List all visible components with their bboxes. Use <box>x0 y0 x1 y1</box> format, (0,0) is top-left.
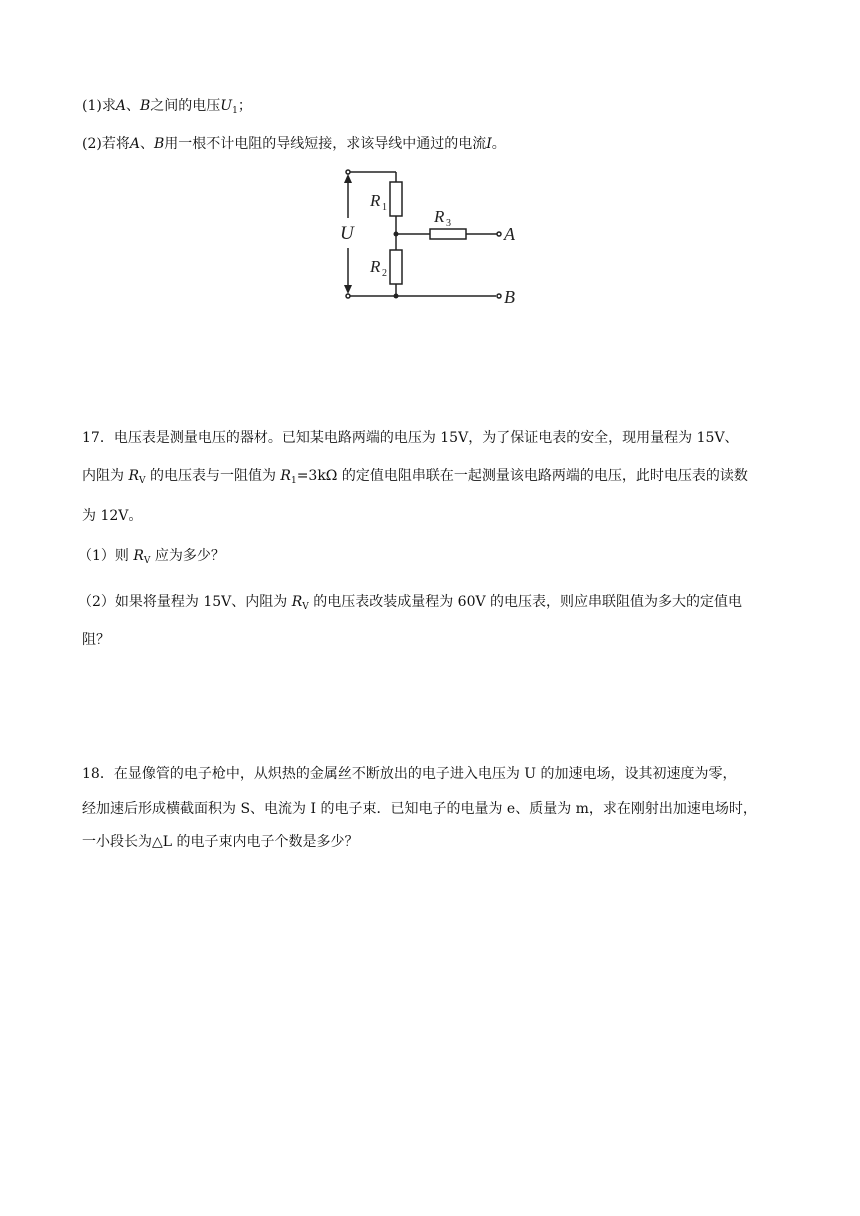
subscript: V <box>143 556 151 566</box>
junction-node <box>394 232 399 237</box>
q17-line3: 为 12V。 <box>82 508 143 524</box>
text: 内阻为 <box>82 468 129 484</box>
circuit-diagram <box>320 164 550 314</box>
resistor-r2 <box>390 250 402 284</box>
q18-line1: 18．在显像管的电子枪中，从炽热的金属丝不断放出的电子进入电压为 U 的加速电场，设其初速度为零， <box>82 766 737 782</box>
text: 。 <box>491 136 506 152</box>
text: (1)求 <box>82 98 116 114</box>
label-r1: R <box>370 191 381 210</box>
text: 、 <box>139 136 154 152</box>
var-b: B <box>153 136 165 152</box>
var-r: R <box>128 468 139 484</box>
subscript: 1 <box>290 476 297 486</box>
label-r2: R <box>370 257 381 276</box>
text: 之间的电压 <box>150 98 221 114</box>
arrowhead-up <box>344 174 352 183</box>
var-b: B <box>139 98 151 114</box>
resistor-r1 <box>390 182 402 216</box>
text: (2)若将 <box>82 136 130 152</box>
text: ； <box>237 98 252 114</box>
text: （1）则 <box>78 548 134 564</box>
subscript: V <box>302 602 309 612</box>
q16-part2 <box>82 134 506 154</box>
q18-line2: 经加速后形成横截面积为 S、电流为 I 的电子束．已知电子的电量为 e、质量为 m，求在刚射出加速电场时， <box>82 801 757 817</box>
q16-part1 <box>82 96 252 121</box>
var-a: A <box>129 136 140 152</box>
arrowhead-down <box>344 285 352 294</box>
junction-node <box>394 294 399 299</box>
resistor-r3 <box>430 229 466 239</box>
q17-sub1 <box>78 546 225 571</box>
text: 用一根不计电阻的导线短接，求该导线中通过的电流 <box>164 136 487 152</box>
label-r3: R <box>434 207 445 226</box>
var-i: I <box>486 136 492 152</box>
text: 的电压表与一阻值为 <box>145 468 281 484</box>
var-u: U <box>220 98 233 114</box>
var-r: R <box>133 548 144 564</box>
q17-line1: 17．电压表是测量电压的器材。已知某电路两端的电压为 15V，为了保证电表的安全，现用量程为 15V、 <box>82 430 739 446</box>
subscript: 1 <box>232 106 238 116</box>
terminal-b <box>497 294 501 298</box>
terminal-a <box>497 232 501 236</box>
q17-sub2-line1 <box>78 592 742 617</box>
terminal-top <box>346 170 350 174</box>
label-b: B <box>504 287 515 307</box>
subscript: V <box>139 476 146 486</box>
text: 的电压表改装成量程为 60V 的电压表，则应串联阻值为多大的定值电 <box>308 594 743 610</box>
var-a: A <box>115 98 126 114</box>
text: （2）如果将量程为 15V、内阻为 <box>78 594 292 610</box>
var-r: R <box>280 468 291 484</box>
var-r: R <box>291 594 303 610</box>
label-r3-sub: 3 <box>446 218 451 229</box>
q18-line3: 一小段长为△L 的电子束内电子个数是多少？ <box>82 834 359 850</box>
label-r2-sub: 2 <box>382 268 387 279</box>
q17-line2 <box>82 466 748 491</box>
text: =3kΩ 的定值电阻串联在一起测量该电路两端的电压，此时电压表的读数 <box>296 468 748 484</box>
text: 应为多少？ <box>150 548 225 564</box>
terminal-bottom <box>346 294 350 298</box>
q17-sub2-line2: 阻？ <box>82 632 110 648</box>
text: 、 <box>125 98 140 114</box>
label-a: A <box>504 224 515 244</box>
label-u: U <box>340 223 354 244</box>
label-r1-sub: 1 <box>382 202 387 213</box>
